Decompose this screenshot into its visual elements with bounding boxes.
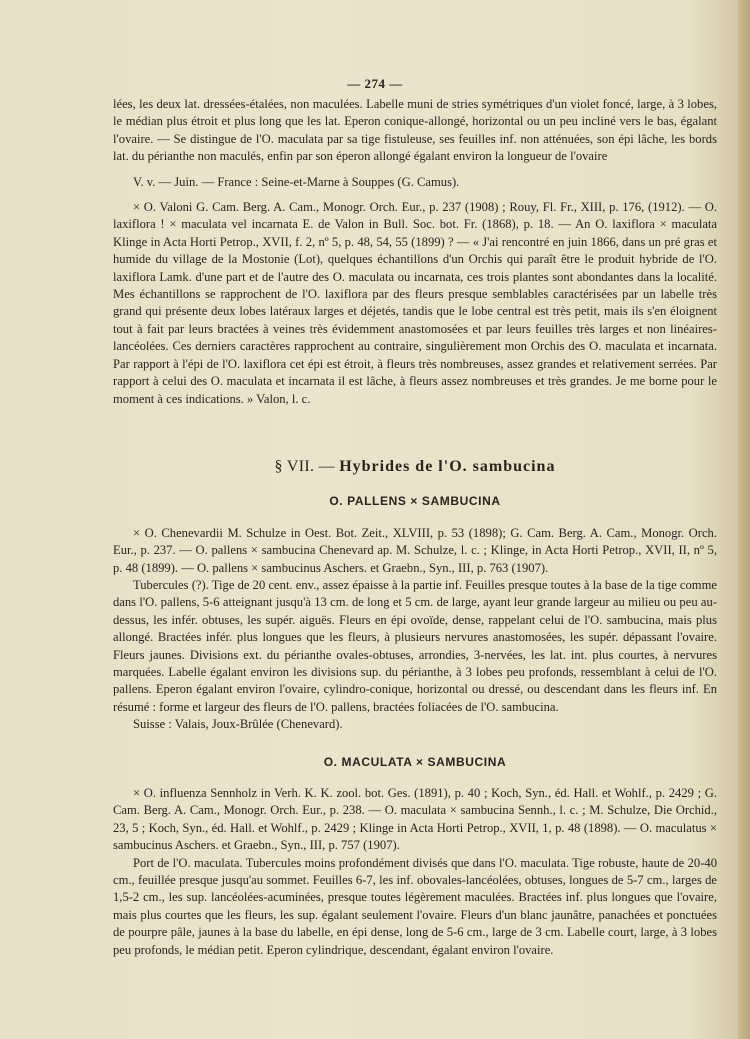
section-heading-title: Hybrides de l'O. sambucina <box>339 457 556 475</box>
paragraph-chenevardii: × O. Chenevardii M. Schulze in Oest. Bot. Zeit., XLVIII, p. 53 (1898); G. Cam. Berg. A. Cam., Monogr. Orch. Eur., p. 237. — O. pallens × sambucina Chenevard ap. M. Schulze, l. c. ; Klinge, in Acta Horti Petrop., XVII, II, nº 5, p. 48 (1899). — O. pallens × sambucinus Aschers. et Graebn., Syn., III, p. 763 (1907). <box>113 525 717 575</box>
paragraph-pallens-description: Tubercules (?). Tige de 20 cent. env., assez épaisse à la partie inf. Feuilles presque toutes à la base de la tige comme dans l'O. pallens, 5-6 atteignant jusqu'à 13 cm. de long et 5 cm. de large, ayant leur grande largeur au milieu ou peu au-dessus, les infér. obtuses, les supér. aiguës. Fleurs en épi ovoïde, dense, rappelant celui de l'O. sambucina, mais plus allongé. Bractées infér. plus longues que les fleurs, à plusieurs nervures anastomosées, les supér. dépassant l'ovaire. Fleurs jaunes. Divisions ext. du périanthe ovales-obtuses, arrondies, 3-nervées, les lat. int. plus courtes, à nervures marquées. Labelle égalant environ les divisions sup. du périanthe, à 3 lobes peu profonds, ressemblant à celui de l'O. pallens. Eperon égalant environ l'ovaire, cylindro-conique, horizontal ou dressé, ou descendant dans les fleurs inf. En résumé : forme et largeur des fleurs de l'O. pallens, bractées foliacées de l'O. sambucina. <box>113 577 717 714</box>
paragraph-description: lées, les deux lat. dressées-étalées, non maculées. Labelle muni de stries symétriques d'un violet foncé, large, à 3 lobes, le médian plus étroit et plus long que les lat. Eperon conique-allongé, horizontal ou un peu incliné vers le bas, égalant l'ovaire. — Se distingue de l'O. maculata par sa tige fistuleuse, ses feuilles inf. non atténuées, son épi lâche, les bords lat. du périanthe non maculés, enfin par son éperon allongé égalant environ la longueur de l'ovaire <box>113 97 717 164</box>
paragraph-pallens-locality: Suisse : Valais, Joux-Brûlée (Chenevard). <box>133 717 343 732</box>
page-edge <box>738 0 750 1039</box>
subheading-pallens: O. PALLENS × SAMBUCINA <box>329 494 501 509</box>
page-number: — 274 — <box>347 76 403 91</box>
paragraph-locality: V. v. — Juin. — France : Seine-et-Marne à Souppes (G. Camus). <box>133 174 460 189</box>
subheading-maculata: O. MACULATA × SAMBUCINA <box>323 754 507 769</box>
section-heading-prefix: § VII. — <box>274 457 335 475</box>
section-heading <box>113 458 717 475</box>
paragraph-influenza: × O. influenza Sennholz in Verh. K. K. zool. bot. Ges. (1891), p. 40 ; Koch, Syn., éd. Hall. et Wohlf., p. 2429 ; G. Cam. Berg. A. Cam., Monogr. Orch. Eur., p. 238. — O. maculata × sambucina Sennh., l. c. ; M. Schulze, Die Orchid., 23, 5 ; Koch, Syn., éd. Hall. et Wohlf., p. 2429 ; Klinge in Acta Horti Petrop., XVII, 1, p. 48 (1898). — O. maculatus × sambucinus Aschers. et Graebn., Syn., III, p. 757 (1907). <box>113 786 717 853</box>
paragraph-maculata-description: Port de l'O. maculata. Tubercules moins profondément divisés que dans l'O. maculata. Tige robuste, haute de 20-40 cm., feuillée presque jusqu'au sommet. Feuilles 6-7, les inf. obovales-lancéolées, obtuses, longues de 5-7 cm., larges de 1,5-2 cm., les sup. lancéolées-acuminées, presque toutes légèrement maculées. Bractées inf. plus longues que l'ovaire, mais plus courtes que les fleurs, les sup. égalant seulement l'ovaire. Fleurs d'un blanc jaunâtre, panachées et ponctuées de pourpre pâle, jaunes à la base du labelle, en épi dense, long de 5-6 cm., large de 3 cm. Labelle court, large, à 3 lobes peu profonds, le médian petit. Eperon cylindrique, descendant, égalant environ l'ovaire. <box>113 855 717 957</box>
page-body <box>113 72 717 959</box>
paragraph-valoni: × O. Valoni G. Cam. Berg. A. Cam., Monogr. Orch. Eur., p. 237 (1908) ; Rouy, Fl. Fr., XIII, p. 176, (1912). — O. laxiflora ! × maculata vel incarnata E. de Valon in Bull. Soc. bot. Fr. (1868), p. 18. — An O. laxiflora × maculata Klinge in Acta Horti Petrop., XVII, f. 2, nº 5, p. 48, 54, 55 (1899) ? — « J'ai rencontré en juin 1866, dans un pré gras et humide du village de la Mostonie (Lot), quelques échantillons d'un Orchis qui paraît être le produit hybride de l'O. laxiflora Lamk. d'une part et de l'autre des O. maculata ou incarnata, ces trois plantes sont abondantes dans la localité. Mes échantillons se rapprochent de l'O. laxiflora par des fleurs presque semblables caractérisées par un labelle très grand qui présente deux lobes latéraux larges et déjetés, tandis que le lobe central est très petit, mais ils s'en éloignent tout à fait par leurs bractées à veines très évidemment anastomosées et par leurs feuilles très larges et non linéaires-lancéolées. Ces derniers caractères rapprochent au contraire, singulièrement mon Orchis des O. maculata et incarnata. Par rapport à l'épi de l'O. laxiflora cet épi est étroit, à fleurs très nombreuses, assez grandes et relativement serrées. Par rapport à celui des O. maculata et incarnata il est lâche, à fleurs assez nombreuses et très grandes. Je me borne pour le moment à ces indications. » Valon, l. c. <box>113 200 717 406</box>
